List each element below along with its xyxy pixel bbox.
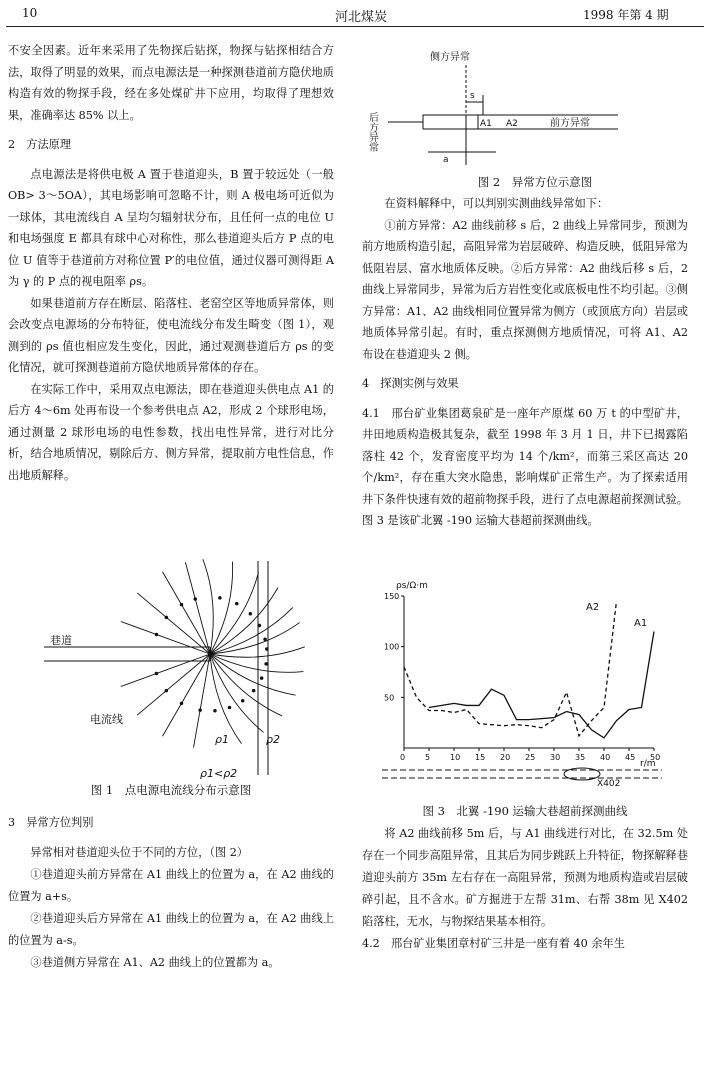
current-arrow (228, 706, 231, 709)
left-column-top (8, 40, 334, 486)
current-arrow (194, 598, 197, 601)
x-tick-label: 50 (650, 753, 661, 762)
current-arrow (155, 672, 158, 675)
journal-title: 河北煤炭 (335, 10, 388, 25)
section-3-title: 3 异常方位判别 (8, 816, 94, 829)
fig2-rear-label: 后方异常 (366, 112, 378, 152)
section-4-2-paragraph: 4.2 邢台矿业集团章村矿三井是一座有着 40 余年生 (362, 937, 625, 950)
x-tick-label: 15 (475, 753, 486, 762)
y-tick-label: 150 (384, 592, 400, 601)
current-line (210, 654, 282, 716)
current-arrow (165, 689, 168, 692)
x-tick-label: 45 (625, 753, 636, 762)
section-2-paragraph-2: 如果巷道前方存在断层、陷落柱、老窑空区等地质异常体，则会改变点电源场的分布特征，使电流线分布发生畸变（图 1），观测到的 ρs 值也相应发生变化，因此，通过观测巷道后方 ρs 的变化情况，就可探测巷道前方隐伏地质异常体的存在。 (8, 296, 334, 374)
current-line (121, 654, 210, 686)
series-a2-line (404, 601, 617, 736)
fig1-relation-label: ρ1<ρ2 (200, 767, 238, 780)
header-rule (6, 26, 704, 27)
source-point (208, 652, 212, 656)
current-arrow (214, 709, 217, 712)
current-arrow (260, 677, 263, 680)
fig3-y-label: ρs/Ω·m (396, 581, 428, 591)
current-arrow (265, 648, 268, 651)
interp-intro: 在资料解释中，可以判别实测曲线异常如下： (384, 197, 609, 210)
current-arrow (165, 616, 168, 619)
section-3-paragraph: 异常相对巷道迎头位于不同的方位，（图 2） (30, 846, 249, 859)
fig3-a1-label: A1 (634, 618, 648, 629)
fig2-a2-label: A2 (506, 119, 518, 129)
x-tick-label: 10 (450, 753, 461, 762)
section-4-title: 4 探测实例与效果 (362, 377, 459, 390)
fig2-front-label: 前方异常 (550, 118, 590, 129)
current-line (210, 654, 241, 744)
current-line (210, 654, 264, 732)
intro-paragraph: 不安全因素。近年来采用了先物探后钻探，物探与钻探相结合方法，取得了明显的效果，而点电源法是一种探测巷道前方隐伏地质构造有效的物探手段，经在多处煤矿井下应用，均取得了理想效果，准确率达 85% 以上。 (8, 44, 334, 122)
section-2-paragraph-3: 在实际工作中，采用双点电源法，即在巷道迎头供电点 A1 的后方 4～6m 处再布设一个参考供电点 A2，形成 2 个球形电场，通过测量 2 球形电场的电性参数，找出电性异常，进行对比分析，结合地质情况，剔除后方、侧方异常，提取前方电性信息，作出地质解释。 (8, 382, 334, 482)
figure-2-diagram (368, 40, 688, 175)
section-2-paragraph-1: 点电源法是将供电极 A 置于巷道迎头，B 置于较远处（一般 OB> 3～5OA），其电场影响可忽略不计，则 A 极电场可近似为一球体，其电流线自 A 呈均匀辐射状分布，且任何一点的电位 U 和电场强度 E 都具有球中心对称性，那么巷道迎头后方 P 点的电位 U 值等于巷道前方对称位置 P′的电位值，通过仪器可测得距 A 为 γ 的 P 点的视电阻率 ρs。 (8, 167, 334, 288)
section-3-item-3: ③巷道侧方异常在 A1、A2 曲线上的位置都为 a。 (30, 956, 280, 969)
section-2-title: 2 方法原理 (8, 138, 72, 151)
section-3-item-1: ①巷道迎头前方异常在 A1 曲线上的位置为 a，在 A2 曲线的位置为 a+s。 (8, 868, 334, 903)
x-tick-label: 20 (500, 753, 511, 762)
current-arrow (252, 689, 255, 692)
series-a1-line (429, 631, 654, 737)
y-tick-label: 50 (384, 693, 395, 703)
current-line (210, 654, 296, 695)
figure-1-diagram (30, 553, 330, 783)
current-line (210, 623, 300, 654)
current-arrow (235, 602, 238, 605)
fig1-rho1-label: ρ1 (215, 733, 229, 746)
fig2-s-label: s (470, 91, 475, 101)
fig2-a-label: a (443, 155, 449, 165)
issue-label: 1998 年第 4 期 (583, 8, 669, 22)
fig3-a2-label: A2 (586, 602, 600, 613)
x-tick-label: 30 (550, 753, 561, 762)
current-line (163, 572, 211, 654)
current-arrow (241, 699, 244, 702)
x-tick-label: 40 (600, 753, 611, 762)
current-line (203, 559, 213, 654)
fig3-x-label: r/m (640, 759, 656, 769)
current-arrow (155, 633, 158, 636)
figure-3-chart (372, 578, 672, 793)
current-arrow (265, 663, 268, 666)
fig1-tunnel-label: 巷道 (50, 634, 72, 647)
x-tick-label: 25 (525, 753, 536, 762)
figure-3-caption: 图 3 北翼 -190 运输大巷超前探测曲线 (422, 804, 628, 818)
fig1-rho2-label: ρ2 (266, 733, 280, 746)
x-tick-label: 5 (425, 753, 431, 762)
page-number: 10 (22, 6, 38, 20)
current-arrow (219, 597, 222, 600)
rear-anomaly-box (423, 115, 478, 129)
current-arrow (180, 603, 183, 606)
current-line (137, 593, 210, 654)
current-arrow (258, 624, 261, 627)
fig1-current-label: 电流线 (90, 713, 123, 726)
figure-2-caption: 图 2 异常方位示意图 (477, 175, 593, 189)
current-arrow (180, 702, 183, 705)
current-line (121, 622, 210, 654)
x-tick-label: 0 (400, 753, 406, 762)
interp-list: ①前方异常：A2 曲线前移 s 后，2 曲线上异常同步，预测为前方地质构造引起，高阻异常为岩层破碎、构造反映，低阻异常为低阻岩层、富水地质体反映。②后方异常：A2 曲线后移 s 后，2 曲线上异常同步，异常为后方岩性变化或底板电性不均引起。③侧方异常：A1、A2 曲线相同位置异常为侧方（或顶底方向）岩层或地质体异常引起。有时，重点探测侧方地质情况，可将 A1、A2 布设在巷道迎头 2 侧。 (362, 218, 688, 361)
section-4-1-result: 将 A2 曲线前移 5m 后，与 A1 曲线进行对比，在 32.5m 处存在一个同步高阻异常，且其后为同步跳跃上升特征，物探解释巷道迎头前方 35m 左右存在一高阻异常，预测为地质构造或岩层破碎引起，且不含水。矿方掘进于左帮 31m、右帮 38m 见 X402 陷落柱，无水，与物探结果基本相符。 (362, 827, 688, 928)
current-arrow (249, 612, 252, 615)
tunnel-sketch (382, 768, 662, 780)
y-tick-label: 100 (384, 642, 400, 652)
fig2-a1-label: A1 (480, 119, 492, 129)
left-column-bottom (8, 812, 334, 974)
section-3-item-2: ②巷道迎头后方异常在 A1 曲线上的位置为 a，在 A2 曲线上的位置为 a-s。 (8, 912, 334, 947)
current-line (137, 654, 210, 715)
fig3-x402-label: X402 (597, 779, 621, 789)
fig2-side-label: 侧方异常 (430, 52, 470, 63)
section-4-1-paragraph: 4.1 邢台矿业集团葛泉矿是一座年产原煤 60 万 t 的中型矿井，井田地质构造极其复杂，截至 1998 年 3 月 1 日，井下已揭露陷落柱 42 个，发育密度平均为 14 个/km²，而第三采区高达 20 个/km²，存在重大突水隐患，影响煤矿正常生产。为了探索适用井下条件快速有效的超前物探手段，进行了点电源超前探测试验。图 3 是该矿北翼 -190 运输大巷超前探测曲线。 (362, 406, 688, 527)
figure-1-caption: 图 1 点电源电流线分布示意图 (90, 783, 252, 797)
right-column-top (362, 193, 688, 532)
current-line (185, 562, 210, 654)
right-column-bottom (362, 823, 688, 955)
current-arrow (264, 638, 267, 641)
current-arrow (199, 709, 202, 712)
x-tick-label: 35 (575, 753, 586, 762)
